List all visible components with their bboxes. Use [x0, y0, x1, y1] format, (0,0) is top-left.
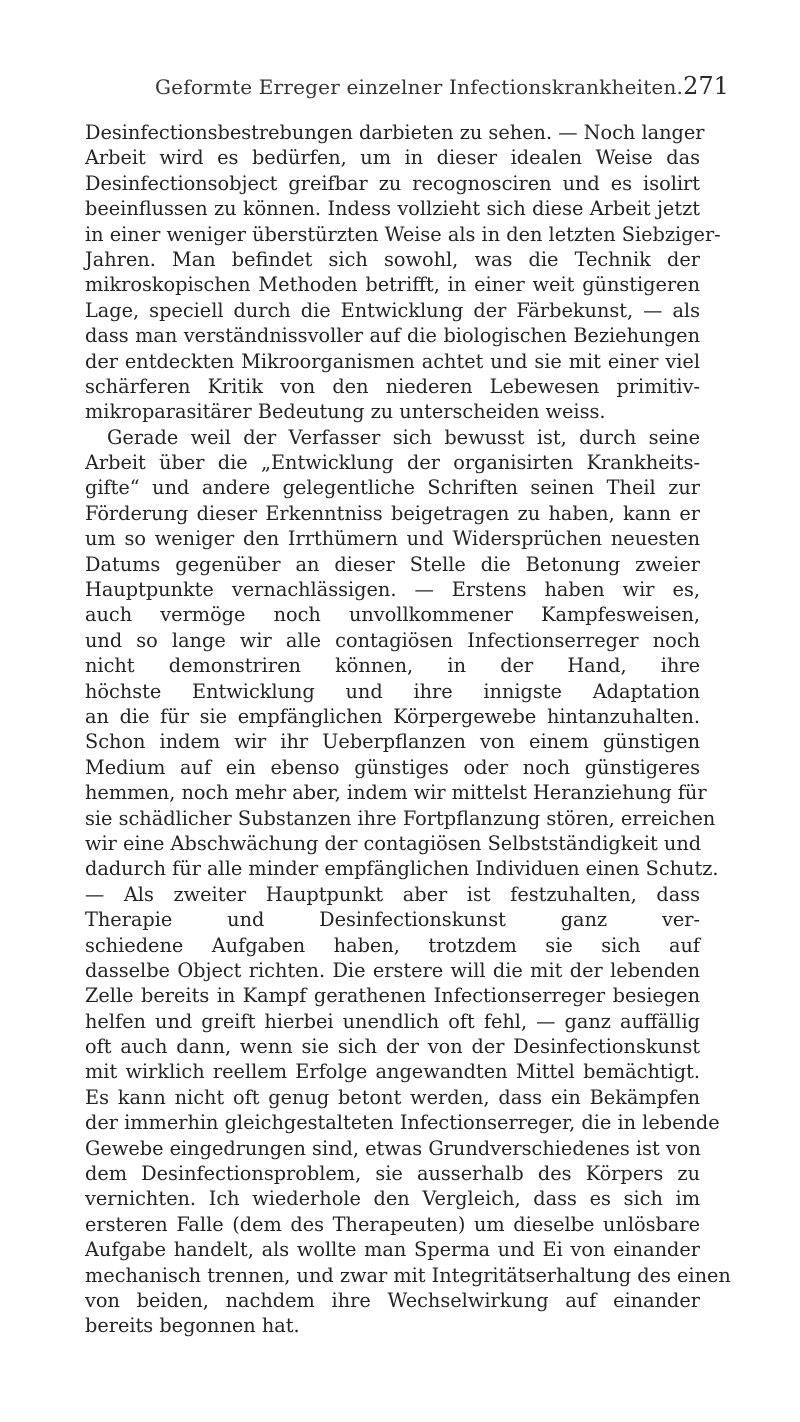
text-line: Hauptpunkte vernachlässigen. — Erstens haben wir es,	[85, 578, 700, 602]
text-line: dem Desinfectionsproblem, sie ausserhalb des Körpers zu	[85, 1162, 700, 1186]
text-line: ersteren Falle (dem des Therapeuten) um dieselbe unlösbare	[85, 1212, 700, 1236]
text-line: Desinfectionsobject greifbar zu recognosciren und es isolirt	[85, 171, 700, 195]
text-line: gifte“ und andere gelegentliche Schriften seinen Theil zur	[85, 476, 700, 500]
text-line: an die für sie empfänglichen Körpergewebe hintanzuhalten.	[85, 704, 700, 728]
text-line: der immerhin gleichgestalteten Infectionserreger, die in lebende	[85, 1111, 720, 1135]
text-line: mikroparasitärer Bedeutung zu unterscheiden weiss.	[85, 400, 606, 424]
text-line: dadurch für alle minder empfänglichen Individuen einen Schutz.	[85, 857, 719, 881]
text-line: Schon indem wir ihr Ueberpflanzen von einem günstigen	[85, 730, 700, 754]
text-line: mechanisch trennen, und zwar mit Integritätserhaltung des einen	[85, 1263, 731, 1287]
text-line: helfen und greift hierbei unendlich oft fehl, — ganz auffällig	[85, 1009, 700, 1033]
text-line: nicht demonstriren können, in der Hand, ihre	[85, 654, 700, 678]
text-line: vernichten. Ich wiederhole den Vergleich, dass es sich im	[85, 1187, 700, 1211]
text-line: Aufgabe handelt, als wollte man Sperma und Ei von einander	[85, 1238, 700, 1262]
text-line: Datums gegenüber an dieser Stelle die Betonung zweier	[85, 552, 700, 576]
text-line: von beiden, nachdem ihre Wechselwirkung auf einander	[85, 1288, 700, 1312]
text-line: Arbeit wird es bedürfen, um in dieser idealen Weise das	[85, 146, 700, 170]
text-line: höchste Entwicklung und ihre innigste Adaptation	[85, 679, 700, 703]
text-line: dass man verständnissvoller auf die biologischen Beziehungen	[85, 324, 700, 348]
text-line: Desinfectionsbestrebungen darbieten zu sehen. — Noch langer	[85, 121, 705, 144]
text-line: um so weniger den Irrthümern und Widersprüchen neuesten	[85, 527, 700, 551]
text-line: hemmen, noch mehr aber, indem wir mittelst Heranziehung für	[85, 781, 707, 805]
text-line: Gerade weil der Verfasser sich bewusst ist, durch seine	[107, 425, 700, 449]
text-line: Medium auf ein ebenso günstiges oder noch günstigeres	[85, 755, 700, 779]
text-line: mikroskopischen Methoden betrifft, in einer weit günstigeren	[85, 273, 700, 297]
text-line: Gewebe eingedrungen sind, etwas Grundverschiedenes ist von	[85, 1136, 701, 1160]
text-line: dasselbe Object richten. Die erstere will die mit der lebenden	[85, 958, 700, 982]
text-line: auch vermöge noch unvollkommener Kampfesweisen,	[85, 603, 700, 627]
text-line: oft auch dann, wenn sie sich der von der Desinfectionskunst	[85, 1035, 700, 1059]
text-line: sie schädlicher Substanzen ihre Fortpflanzung stören, erreichen	[85, 806, 716, 830]
text-line: Arbeit über die „Entwicklung der organisirten Krankheits-	[85, 451, 700, 475]
text-line: mit wirklich reellem Erfolge angewandten Mittel bemächtigt.	[85, 1060, 700, 1084]
text-line: schärferen Kritik von den niederen Lebewesen primitiv-	[85, 374, 700, 398]
text-line: der entdeckten Mikroorganismen achtet und sie mit einer viel	[85, 349, 700, 373]
running-head-title: Geformte Erreger einzelner Infectionskrankheiten.	[155, 75, 684, 99]
text-line: Zelle bereits in Kampf gerathenen Infectionserreger besiegen	[85, 984, 700, 1008]
page-number: 271	[683, 72, 729, 100]
running-head	[155, 72, 729, 106]
text-line: Förderung dieser Erkenntniss beigetragen zu haben, kann er	[85, 501, 700, 525]
text-line: Jahren. Man befindet sich sowohl, was die Technik der	[85, 247, 700, 271]
text-line: Es kann nicht oft genug betont werden, dass ein Bekämpfen	[85, 1085, 700, 1109]
text-line: Therapie und Desinfectionskunst ganz ver-	[85, 908, 700, 932]
text-line: wir eine Abschwächung der contagiösen Selbstständigkeit und	[85, 831, 702, 855]
text-line: und so lange wir alle contagiösen Infectionserreger noch	[85, 628, 700, 652]
text-line: — Als zweiter Hauptpunkt aber ist festzuhalten, dass	[85, 882, 700, 906]
text-line: beeinflussen zu können. Indess vollzieht sich diese Arbeit jetzt	[85, 197, 700, 221]
text-line: bereits begonnen hat.	[85, 1314, 300, 1338]
body-text	[85, 120, 731, 1339]
text-line: in einer weniger überstürzten Weise als in den letzten Siebziger-	[85, 222, 721, 246]
text-line: Lage, speciell durch die Entwicklung der Färbekunst, — als	[85, 298, 700, 322]
text-line: schiedene Aufgaben haben, trotzdem sie sich auf	[85, 933, 700, 957]
